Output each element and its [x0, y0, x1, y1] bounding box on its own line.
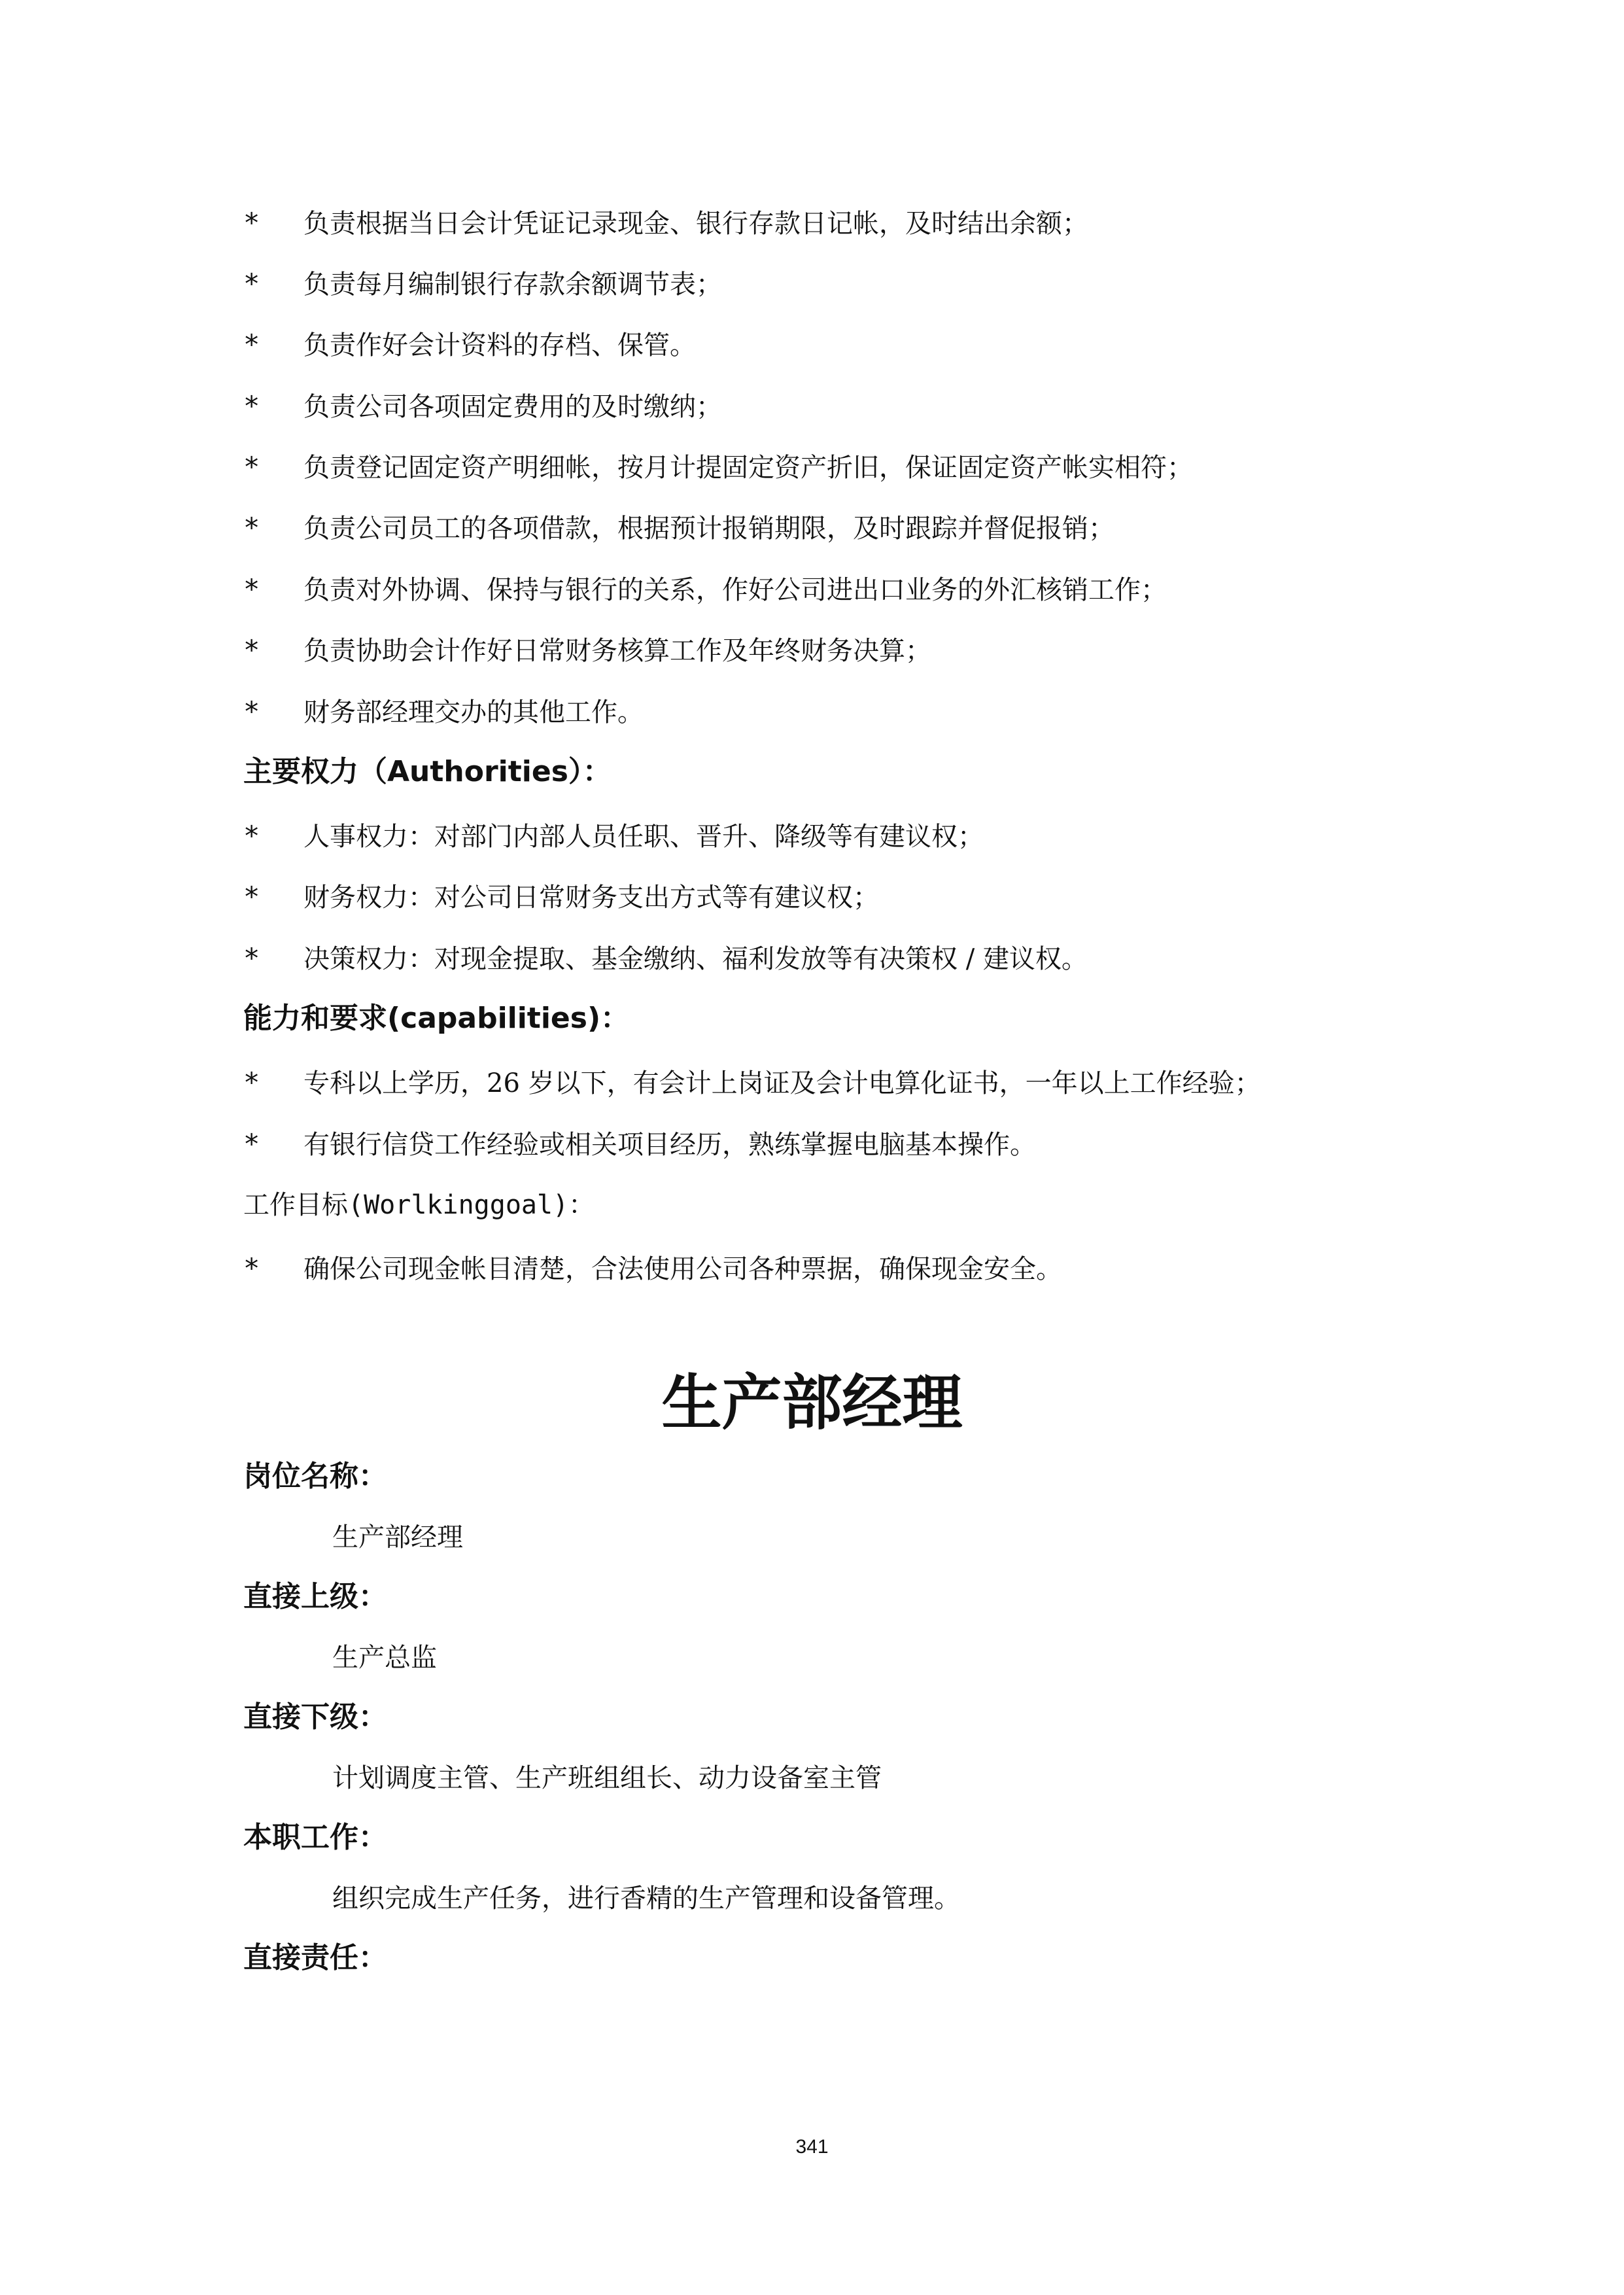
position-value: 生产部经理 [332, 1522, 463, 1552]
subordinate-value: 计划调度主管、生产班组组长、动力设备室主管 [332, 1763, 882, 1793]
goal-item: * 确保公司现金帐目清楚，合法使用公司各种票据，确保现金安全。 [243, 1250, 1062, 1288]
superior-label: 直接上级： [243, 1580, 387, 1613]
authorities-heading: 主要权力（Authorities）： [243, 755, 612, 788]
page-number: 341 [795, 2136, 829, 2158]
duty-item: * 负责登记固定资产明细帐，按月计提固定资产折旧，保证固定资产帐实相符； [243, 449, 1193, 486]
duty-label: 本职工作： [243, 1821, 387, 1854]
bullet-star-icon: * [243, 451, 260, 483]
bullet-star-icon: * [243, 881, 260, 913]
superior-value: 生产总监 [332, 1643, 437, 1673]
authority-item: * 人事权力：对部门内部人员任职、晋升、降级等有建议权； [243, 818, 984, 855]
duty-item: * 财务部经理交办的其他工作。 [243, 693, 644, 731]
duty-item: * 负责公司员工的各项借款，根据预计报销期限，及时跟踪并督促报销； [243, 510, 1114, 547]
capability-item: * 专科以上学历，26 岁以下，有会计上岗证及会计电算化证书，一年以上工作经验； [243, 1064, 1261, 1102]
bullet-star-icon: * [243, 512, 260, 544]
subordinate-label: 直接下级： [243, 1700, 387, 1734]
responsibility-label: 直接责任： [243, 1941, 387, 1974]
goal-heading: 工作目标(Worlkinggoal)： [243, 1190, 595, 1220]
capability-item: * 有银行信贷工作经验或相关项目经历，熟练掌握电脑基本操作。 [243, 1126, 1036, 1163]
bullet-star-icon: * [243, 1128, 260, 1160]
duty-item: * 负责作好会计资料的存档、保管。 [243, 326, 696, 364]
bullet-star-icon: * [243, 1066, 260, 1098]
bullet-star-icon: * [243, 268, 260, 300]
position-label: 岗位名称： [243, 1460, 387, 1493]
duty-item: * 负责根据当日会计凭证记录现金、银行存款日记帐，及时结出余额； [243, 205, 1088, 242]
bullet-star-icon: * [243, 390, 260, 422]
authority-item: * 财务权力：对公司日常财务支出方式等有建议权； [243, 879, 879, 916]
duty-item: * 负责每月编制银行存款余额调节表； [243, 266, 722, 303]
duty-item: * 负责对外协调、保持与银行的关系，作好公司进出口业务的外汇核销工作； [243, 571, 1167, 608]
bullet-star-icon: * [243, 820, 260, 852]
bullet-star-icon: * [243, 207, 260, 239]
capabilities-heading: 能力和要求(capabilities)： [243, 1002, 630, 1035]
bullet-star-icon: * [243, 942, 260, 974]
bullet-star-icon: * [243, 695, 260, 727]
duty-value: 组织完成生产任务，进行香精的生产管理和设备管理。 [332, 1883, 960, 1914]
duty-item: * 负责公司各项固定费用的及时缴纳； [243, 388, 722, 425]
bullet-star-icon: * [243, 634, 260, 666]
bullet-star-icon: * [243, 1252, 260, 1284]
bullet-star-icon: * [243, 328, 260, 360]
section-title: 生产部经理 [661, 1368, 963, 1438]
bullet-star-icon: * [243, 573, 260, 605]
duty-item: * 负责协助会计作好日常财务核算工作及年终财务决算； [243, 632, 931, 669]
authority-item: * 决策权力：对现金提取、基金缴纳、福利发放等有决策权 / 建议权。 [243, 940, 1088, 977]
